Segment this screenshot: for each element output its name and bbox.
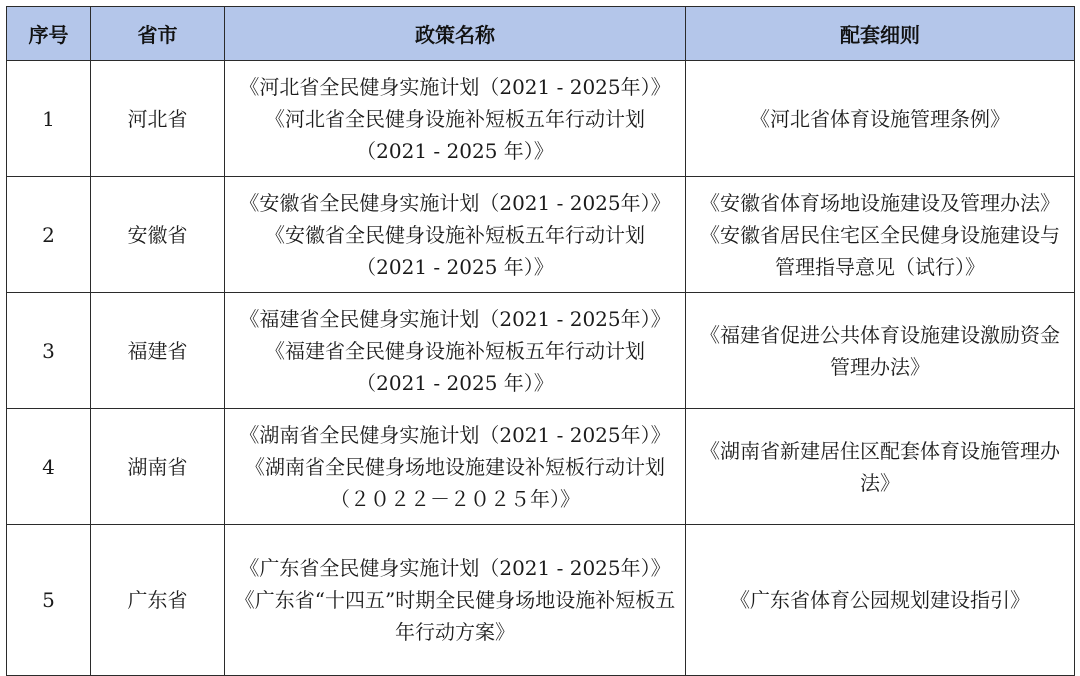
row-policy: 《安徽省全民健身实施计划（2021 - 2025年）》《安徽省全民健身设施补短板五年行动计划（2021 - 2025 年）》 — [225, 177, 686, 293]
row-index: 2 — [7, 177, 91, 293]
row-policy: 《河北省全民健身实施计划（2021 - 2025年）》《河北省全民健身设施补短板五年行动计划（2021 - 2025 年）》 — [225, 61, 686, 177]
row-province: 湖南省 — [91, 409, 225, 525]
row-index: 4 — [7, 409, 91, 525]
header-rules: 配套细则 — [686, 7, 1075, 61]
header-row — [7, 7, 1075, 61]
row-policy: 《福建省全民健身实施计划（2021 - 2025年）》《福建省全民健身设施补短板五年行动计划（2021 - 2025 年）》 — [225, 293, 686, 409]
row-rules: 《安徽省体育场地设施建设及管理办法》《安徽省居民住宅区全民健身设施建设与管理指导意见（试行）》 — [686, 177, 1075, 293]
row-rules: 《广东省体育公园规划建设指引》 — [686, 525, 1075, 676]
row-rules: 《河北省体育设施管理条例》 — [686, 61, 1075, 177]
row-rules: 《福建省促进公共体育设施建设激励资金管理办法》 — [686, 293, 1075, 409]
table-row — [7, 61, 1075, 177]
table-header — [7, 7, 1075, 61]
row-policy: 《广东省全民健身实施计划（2021 - 2025年）》《广东省“十四五”时期全民健身场地设施补短板五年行动方案》 — [225, 525, 686, 676]
row-index: 1 — [7, 61, 91, 177]
row-rules: 《湖南省新建居住区配套体育设施管理办法》 — [686, 409, 1075, 525]
table-row — [7, 525, 1075, 676]
row-province: 安徽省 — [91, 177, 225, 293]
table-row — [7, 293, 1075, 409]
row-province: 福建省 — [91, 293, 225, 409]
header-policy: 政策名称 — [225, 7, 686, 61]
table-body — [7, 61, 1075, 676]
policy-table — [6, 6, 1075, 676]
row-policy: 《湖南省全民健身实施计划（2021 - 2025年）》《湖南省全民健身场地设施建设补短板行动计划（２０２２－２０２５年）》 — [225, 409, 686, 525]
row-index: 3 — [7, 293, 91, 409]
row-province: 河北省 — [91, 61, 225, 177]
row-province: 广东省 — [91, 525, 225, 676]
row-index: 5 — [7, 525, 91, 676]
header-province: 省市 — [91, 7, 225, 61]
table-row — [7, 409, 1075, 525]
header-index: 序号 — [7, 7, 91, 61]
table-row — [7, 177, 1075, 293]
